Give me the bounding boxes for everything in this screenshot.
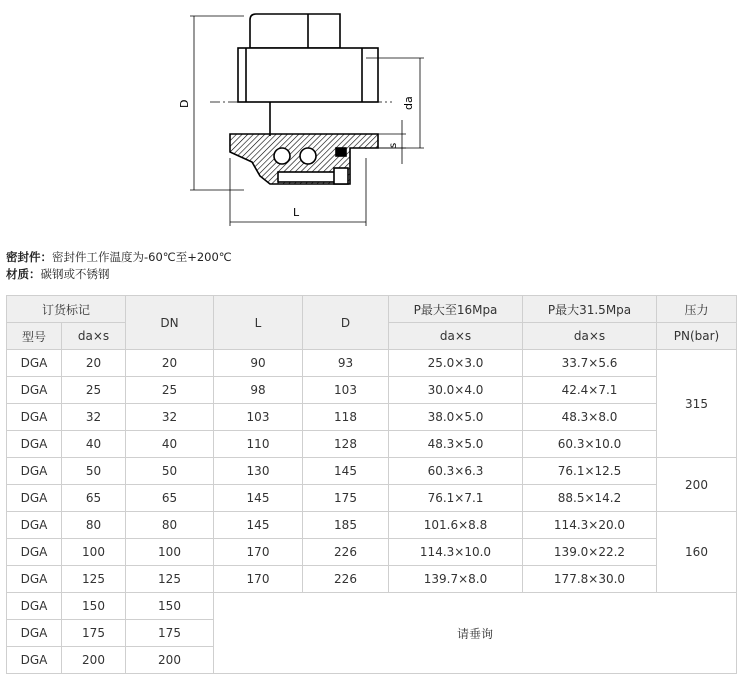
- header-p16-sub: da×s: [389, 323, 523, 350]
- cell-daxs: 80: [62, 512, 126, 539]
- cell-p16: 76.1×7.1: [389, 485, 523, 512]
- cell-l: 145: [214, 485, 303, 512]
- material-note: [6, 266, 110, 282]
- cell-dn: 20: [126, 350, 214, 377]
- cell-l: 98: [214, 377, 303, 404]
- cell-d: 128: [303, 431, 389, 458]
- cell-daxs: 175: [62, 620, 126, 647]
- table-row: [7, 350, 737, 377]
- cell-pressure: 200: [657, 458, 737, 512]
- cell-dn: 150: [126, 593, 214, 620]
- header-l: L: [214, 296, 303, 350]
- cell-daxs: 32: [62, 404, 126, 431]
- cell-dn: 65: [126, 485, 214, 512]
- cell-d: 145: [303, 458, 389, 485]
- cell-dn: 125: [126, 566, 214, 593]
- cell-p16: 101.6×8.8: [389, 512, 523, 539]
- cell-model: DGA: [7, 458, 62, 485]
- cell-pressure: 160: [657, 512, 737, 593]
- table-row: [7, 431, 737, 458]
- cell-model: DGA: [7, 350, 62, 377]
- cell-d: 226: [303, 539, 389, 566]
- cell-d: 118: [303, 404, 389, 431]
- cell-l: 110: [214, 431, 303, 458]
- cell-dn: 100: [126, 539, 214, 566]
- cell-l: 145: [214, 512, 303, 539]
- header-model: 型号: [7, 323, 62, 350]
- cell-dn: 40: [126, 431, 214, 458]
- header-pressure-sub: PN(bar): [657, 323, 737, 350]
- table-row: [7, 566, 737, 593]
- header-d: D: [303, 296, 389, 350]
- table-row: [7, 458, 737, 485]
- label-da: da: [402, 96, 415, 110]
- cell-l: 170: [214, 566, 303, 593]
- cell-p315: 33.7×5.6: [523, 350, 657, 377]
- table-row: [7, 485, 737, 512]
- cell-model: DGA: [7, 431, 62, 458]
- cell-p315: 42.4×7.1: [523, 377, 657, 404]
- material-text: 碳钢或不锈钢: [40, 267, 110, 281]
- cell-dn: 80: [126, 512, 214, 539]
- cell-p315: 60.3×10.0: [523, 431, 657, 458]
- table-row: [7, 539, 737, 566]
- table-row: [7, 404, 737, 431]
- cell-p16: 30.0×4.0: [389, 377, 523, 404]
- cell-p16: 38.0×5.0: [389, 404, 523, 431]
- cell-model: DGA: [7, 539, 62, 566]
- cell-daxs: 50: [62, 458, 126, 485]
- header-pressure: 压力: [657, 296, 737, 323]
- header-p16: P最大至16Mpa: [389, 296, 523, 323]
- cell-d: 185: [303, 512, 389, 539]
- cell-p16: 139.7×8.0: [389, 566, 523, 593]
- cell-p315: 48.3×8.0: [523, 404, 657, 431]
- cell-p315: 88.5×14.2: [523, 485, 657, 512]
- seal-note: [6, 249, 232, 265]
- cell-daxs: 65: [62, 485, 126, 512]
- cell-model: DGA: [7, 647, 62, 674]
- cell-inquire: 请垂询: [214, 593, 737, 674]
- cell-daxs: 25: [62, 377, 126, 404]
- cell-l: 90: [214, 350, 303, 377]
- seal-text: 密封件工作温度为-60℃至+200℃: [52, 250, 232, 264]
- cell-d: 93: [303, 350, 389, 377]
- cell-p315: 76.1×12.5: [523, 458, 657, 485]
- cell-l: 170: [214, 539, 303, 566]
- cell-model: DGA: [7, 404, 62, 431]
- cell-dn: 50: [126, 458, 214, 485]
- spec-table: [6, 295, 737, 674]
- header-p315-sub: da×s: [523, 323, 657, 350]
- cell-daxs: 40: [62, 431, 126, 458]
- cell-d: 175: [303, 485, 389, 512]
- cell-daxs: 150: [62, 593, 126, 620]
- cell-model: DGA: [7, 485, 62, 512]
- cell-p315: 177.8×30.0: [523, 566, 657, 593]
- cell-dn: 200: [126, 647, 214, 674]
- table-row: [7, 512, 737, 539]
- cell-daxs: 125: [62, 566, 126, 593]
- cell-dn: 25: [126, 377, 214, 404]
- cell-model: DGA: [7, 620, 62, 647]
- dimension-d: [190, 16, 244, 190]
- cell-dn: 32: [126, 404, 214, 431]
- header-order-mark: 订货标记: [7, 296, 126, 323]
- header-dn: DN: [126, 296, 214, 350]
- header-daxs: da×s: [62, 323, 126, 350]
- seal-label: 密封件：: [6, 250, 52, 264]
- technical-drawing: [170, 8, 415, 230]
- cell-p16: 114.3×10.0: [389, 539, 523, 566]
- cell-l: 103: [214, 404, 303, 431]
- cell-daxs: 100: [62, 539, 126, 566]
- cell-model: DGA: [7, 512, 62, 539]
- table-row: [7, 377, 737, 404]
- label-s: s: [388, 142, 399, 148]
- cell-p16: 60.3×6.3: [389, 458, 523, 485]
- cell-d: 226: [303, 566, 389, 593]
- material-label: 材质：: [6, 267, 41, 281]
- cell-model: DGA: [7, 593, 62, 620]
- cell-p16: 48.3×5.0: [389, 431, 523, 458]
- cell-l: 130: [214, 458, 303, 485]
- cell-p16: 25.0×3.0: [389, 350, 523, 377]
- cell-daxs: 200: [62, 647, 126, 674]
- cell-pressure: 315: [657, 350, 737, 458]
- fitting-body: [230, 14, 378, 184]
- cell-p315: 139.0×22.2: [523, 539, 657, 566]
- cell-model: DGA: [7, 377, 62, 404]
- dimension-s: [378, 120, 406, 164]
- header-p315: P最大31.5Mpa: [523, 296, 657, 323]
- cell-p315: 114.3×20.0: [523, 512, 657, 539]
- label-d: D: [178, 99, 191, 108]
- header-row-1: [7, 296, 737, 323]
- cell-d: 103: [303, 377, 389, 404]
- table-row: [7, 593, 737, 620]
- label-l: L: [293, 206, 300, 219]
- cell-daxs: 20: [62, 350, 126, 377]
- cell-model: DGA: [7, 566, 62, 593]
- cell-dn: 175: [126, 620, 214, 647]
